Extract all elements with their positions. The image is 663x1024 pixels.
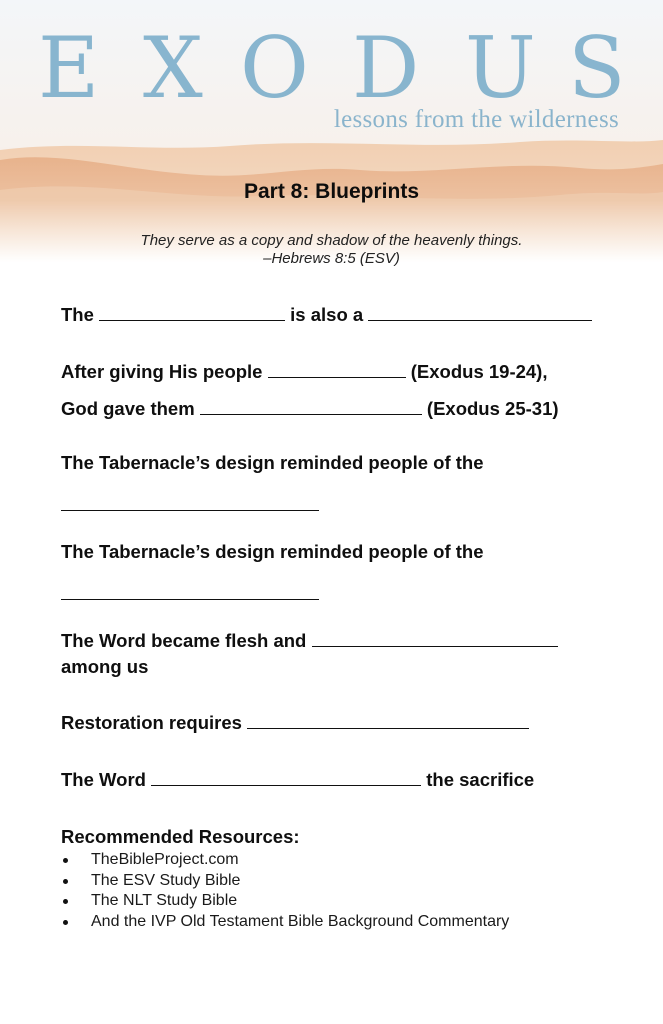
- page-title: Part 8: Blueprints: [243, 180, 420, 203]
- list-item: TheBibleProject.com: [61, 850, 509, 871]
- fill-in-line: [61, 541, 484, 563]
- blank-field[interactable]: [151, 771, 421, 786]
- scripture-quote: [0, 232, 663, 268]
- series-subtitle: lessons from the wilderness: [333, 106, 619, 133]
- fill-in-line: [61, 494, 319, 516]
- line-text: the sacrifice: [421, 769, 535, 790]
- blank-field[interactable]: [268, 363, 406, 378]
- blank-field[interactable]: [200, 400, 422, 415]
- fill-in-line: [61, 630, 558, 652]
- blank-field[interactable]: [247, 714, 529, 729]
- line-text: God gave them: [61, 398, 200, 419]
- fill-in-line: [61, 583, 319, 605]
- blank-field[interactable]: [368, 306, 592, 321]
- header-banner: [0, 0, 663, 262]
- blank-field[interactable]: [99, 306, 285, 321]
- fill-in-line: [61, 452, 484, 474]
- blank-field[interactable]: [312, 632, 558, 647]
- fill-in-line: [61, 361, 548, 383]
- list-item: The NLT Study Bible: [61, 891, 509, 912]
- list-item: The ESV Study Bible: [61, 871, 509, 892]
- list-item: And the IVP Old Testament Bible Background Commentary: [61, 912, 509, 933]
- fill-in-line: [61, 656, 148, 678]
- title-letter: X: [143, 19, 203, 117]
- fill-in-line: [61, 398, 559, 420]
- line-text: is also a: [285, 304, 369, 325]
- line-text: The Word: [61, 769, 152, 790]
- fill-in-line: [61, 769, 534, 791]
- line-text: (Exodus 25-31): [421, 398, 559, 419]
- line-text: The Tabernacle’s design reminded people of the: [61, 541, 484, 562]
- line-text: After giving His people: [61, 361, 268, 382]
- line-text: Restoration requires: [61, 712, 248, 733]
- title-letter: E: [38, 19, 100, 117]
- title-letter: U: [465, 19, 536, 117]
- line-text: The Tabernacle’s design reminded people of the: [61, 452, 484, 473]
- title-letter: S: [568, 19, 626, 117]
- verse-reference: –Hebrews 8:5 (ESV): [263, 250, 400, 267]
- blank-field[interactable]: [61, 496, 319, 511]
- blank-field[interactable]: [61, 585, 319, 600]
- fill-in-line: [61, 304, 592, 326]
- line-text: among us: [61, 656, 149, 677]
- resources-list: [61, 850, 509, 932]
- line-text: (Exodus 19-24),: [405, 361, 548, 382]
- title-letter: O: [240, 19, 309, 117]
- line-text: The: [61, 304, 100, 325]
- series-title: [0, 18, 663, 118]
- fill-in-line: [61, 712, 529, 734]
- verse-text: They serve as a copy and shadow of the heavenly things.: [140, 232, 523, 249]
- resources-heading: Recommended Resources:: [61, 826, 300, 847]
- line-text: The Word became flesh and: [61, 630, 312, 651]
- title-letter: D: [352, 19, 420, 117]
